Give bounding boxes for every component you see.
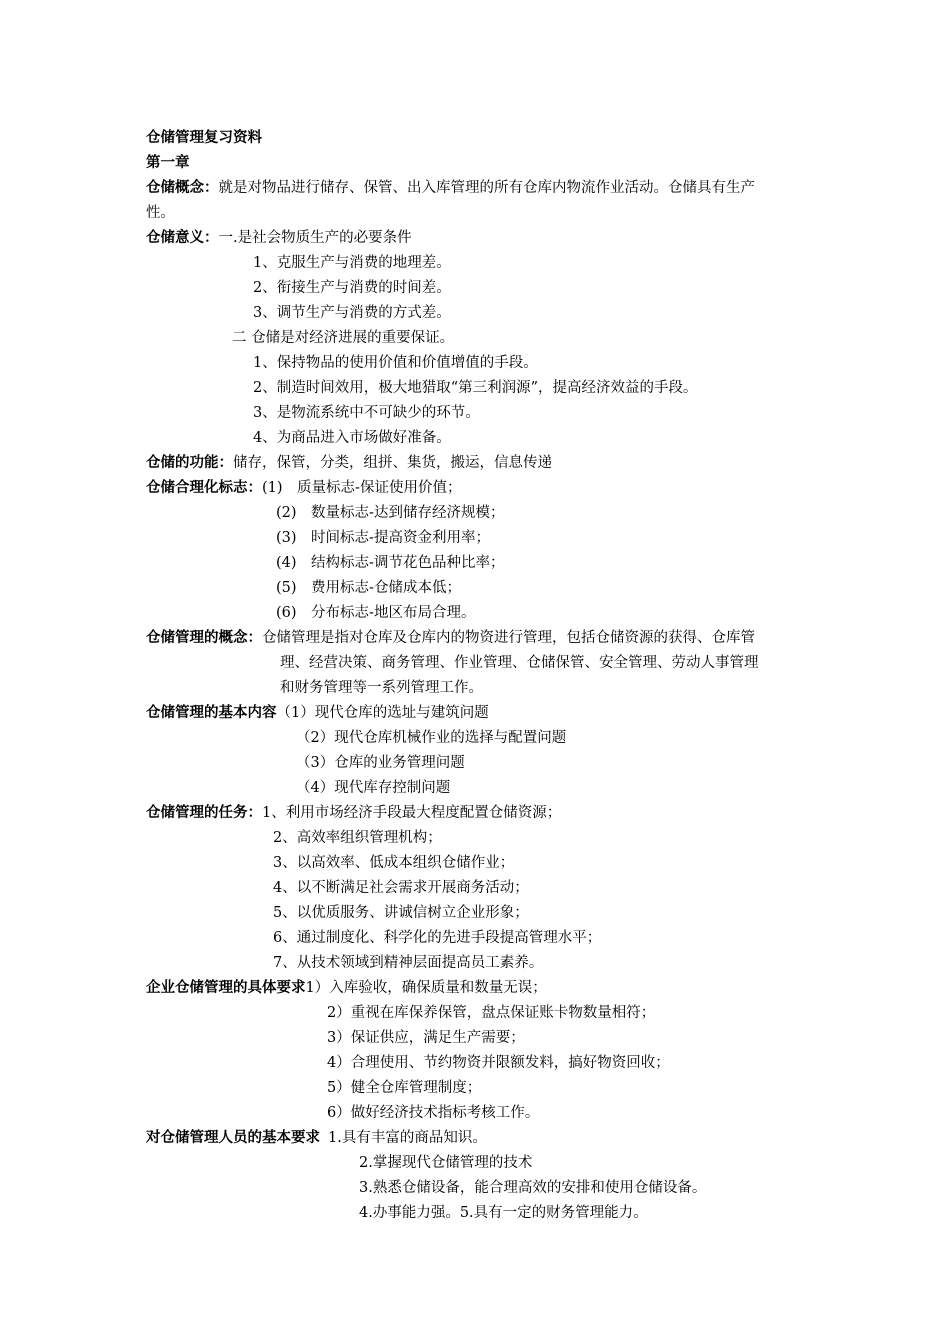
list-item: 4、为商品进入市场做好准备。 xyxy=(253,430,451,446)
list-item: 2、高效率组织管理机构； xyxy=(273,830,442,846)
functions-text: 储存，保管，分类，组拼、集货，搬运，信息传递 xyxy=(233,455,552,471)
list-item: （4）现代库存控制问题 xyxy=(296,780,451,796)
significance-part2: 二 仓储是对经济进展的重要保证。 xyxy=(232,330,455,346)
chapter-heading: 第一章 xyxy=(146,154,190,171)
list-item: 4、以不断满足社会需求开展商务活动； xyxy=(273,880,529,896)
rationalization-line xyxy=(146,478,461,498)
significance-line xyxy=(146,228,412,248)
list-item: 3、是物流系统中不可缺少的环节。 xyxy=(253,405,480,421)
functions-label: 仓储的功能： xyxy=(146,454,233,471)
list-item: （3）仓库的业务管理问题 xyxy=(296,755,465,771)
mgmt-concept-text-cont: 和财务管理等一系列管理工作。 xyxy=(280,680,483,696)
list-item: 1.具有丰富的商品知识。 xyxy=(328,1130,487,1146)
document-title: 仓储管理复习资料 xyxy=(146,129,262,146)
tasks-line xyxy=(146,803,561,823)
basic-content-label: 仓储管理的基本内容 xyxy=(146,704,277,721)
list-item: 3.熟悉仓储设备，能合理高效的安排和使用仓储设备。 xyxy=(359,1180,707,1196)
list-item: 5）健全仓库管理制度； xyxy=(327,1080,482,1096)
enterprise-req-line xyxy=(146,978,547,998)
list-item: 1、保持物品的使用价值和价值增值的手段。 xyxy=(253,355,538,371)
list-item: 1、利用市场经济手段最大程度配置仓储资源； xyxy=(262,805,562,821)
list-item: 3）保证供应，满足生产需要； xyxy=(327,1030,525,1046)
concept-text-cont: 性。 xyxy=(146,205,175,221)
list-item: (2) 数量标志-达到储存经济规模； xyxy=(276,505,505,521)
list-item: 6、通过制度化、科学化的先进手段提高管理水平； xyxy=(273,930,602,946)
list-item: 2、衔接生产与消费的时间差。 xyxy=(253,280,451,296)
mgmt-concept-text: 仓储管理是指对仓库及仓库内的物资进行管理，包括仓储资源的获得、仓库管 xyxy=(262,630,755,646)
list-item: 2）重视在库保养保管，盘点保证账卡物数量相符； xyxy=(327,1005,656,1021)
list-item: 5、以优质服务、讲诚信树立企业形象； xyxy=(273,905,529,921)
basic-content-line xyxy=(146,703,489,723)
significance-label: 仓储意义： xyxy=(146,229,219,246)
concept-label: 仓储概念： xyxy=(146,179,219,196)
mgmt-concept-line xyxy=(146,628,755,648)
list-item: (3) 时间标志-提高资金利用率； xyxy=(276,530,490,546)
list-item: 7、从技术领域到精神层面提高员工素养。 xyxy=(273,955,544,971)
concept-line xyxy=(146,178,755,198)
list-item: (4) 结构标志-调节花色品种比率； xyxy=(276,555,505,571)
list-item: 1）入库验收，确保质量和数量无误； xyxy=(305,980,547,996)
mgmt-concept-label: 仓储管理的概念： xyxy=(146,629,262,646)
functions-line xyxy=(146,453,552,473)
mgmt-concept-text-cont: 理、经营决策、商务管理、作业管理、仓储保管、安全管理、劳动人事管理 xyxy=(280,655,759,671)
concept-text: 就是对物品进行储存、保管、出入库管理的所有仓库内物流作业活动。仓储具有生产 xyxy=(218,180,755,196)
list-item: 2、制造时间效用，极大地猎取“第三利润源”，提高经济效益的手段。 xyxy=(253,380,698,396)
list-item: 6）做好经济技术指标考核工作。 xyxy=(327,1105,540,1121)
list-item: （2）现代仓库机械作业的选择与配置问题 xyxy=(296,730,567,746)
list-item: (5) 费用标志-仓储成本低； xyxy=(276,580,461,596)
rationalization-label: 仓储合理化标志： xyxy=(146,479,262,496)
list-item: (6) 分布标志-地区布局合理。 xyxy=(276,605,476,621)
tasks-label: 仓储管理的任务： xyxy=(146,804,262,821)
list-item: 3、调节生产与消费的方式差。 xyxy=(253,305,451,321)
list-item: (1) 质量标志-保证使用价值； xyxy=(262,480,462,496)
staff-req-line xyxy=(146,1128,487,1148)
list-item: 3、以高效率、低成本组织仓储作业； xyxy=(273,855,515,871)
list-item: 1、克服生产与消费的地理差。 xyxy=(253,255,451,271)
list-item: 2.掌握现代仓储管理的技术 xyxy=(359,1155,533,1171)
list-item: 4.办事能力强。5.具有一定的财务管理能力。 xyxy=(359,1205,648,1221)
enterprise-req-label: 企业仓储管理的具体要求 xyxy=(146,979,306,996)
list-item: （1）现代仓库的选址与建筑问题 xyxy=(276,705,489,721)
significance-part1: 一.是社会物质生产的必要条件 xyxy=(218,230,412,246)
list-item: 4）合理使用、节约物资并限额发料，搞好物资回收； xyxy=(327,1055,670,1071)
staff-req-label: 对仓储管理人员的基本要求 xyxy=(146,1129,320,1146)
